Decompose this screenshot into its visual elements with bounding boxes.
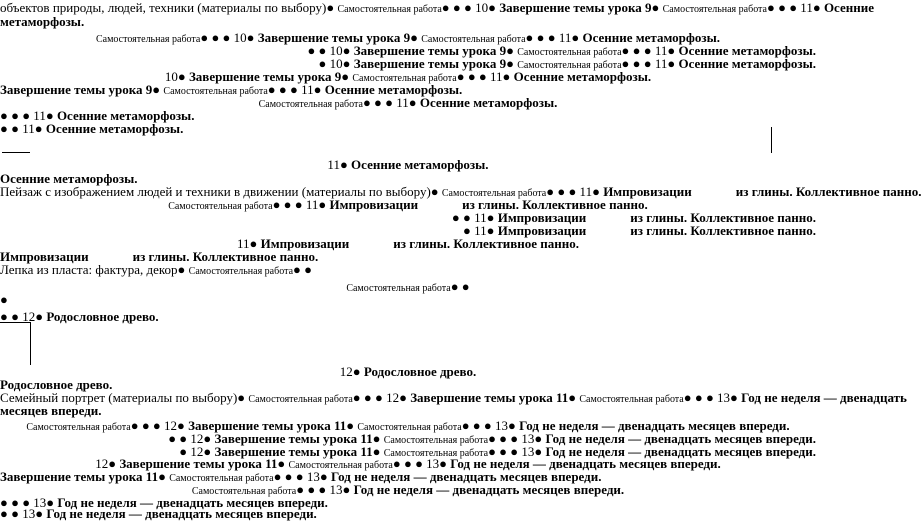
line-text: ● ●: [450, 279, 470, 294]
bold-text: Завершение темы урока 11●: [188, 418, 355, 433]
small-text: Самостоятельная работа: [517, 47, 622, 58]
bold-text: Осенние метаморфозы.: [582, 30, 720, 45]
line-text: ● ● ● 13●: [392, 456, 451, 471]
bold-text: Завершение темы урока 11●: [0, 469, 166, 484]
line-text: ● ● ● 11●: [525, 30, 583, 45]
table-frame: [0, 322, 31, 365]
line-text: ● ● 12●: [0, 309, 47, 324]
text-line: [0, 121, 816, 137]
line-text: ● ● ● 11●: [267, 82, 325, 97]
line-text: ● ● ● 13●: [683, 390, 742, 405]
bold-text: Родословное древо.: [46, 309, 159, 324]
text-line: [0, 292, 816, 308]
line-text: 12●: [339, 364, 364, 379]
bold-text: Осенние метаморфозы.: [678, 56, 816, 71]
line-text: ● ● ● 13●: [0, 495, 58, 510]
bold-text: Завершение темы урока 11●: [214, 444, 381, 459]
text-line: [0, 309, 816, 325]
line-text: объектов природы, людей, техники (материалы по выбору)●: [0, 0, 338, 15]
small-text: Самостоятельная работа: [337, 4, 442, 15]
small-text: Самостоятельная работа: [188, 266, 294, 277]
line-text: ● ● ● 13●: [461, 418, 520, 433]
line-text: ● ● ● 13●: [488, 431, 546, 446]
line-text: ● ● ● 12●: [130, 418, 189, 433]
text-line: [0, 403, 816, 419]
text-line: [0, 14, 816, 30]
bold-text: Родословное древо.: [363, 364, 477, 379]
bold-text: Осенние метаморфозы.: [678, 43, 816, 58]
line-text: ● ● 11●: [0, 121, 46, 136]
bold-text: Завершение темы урока 11●: [119, 456, 286, 471]
line-text: ● ● ● 12●: [352, 390, 411, 405]
bold-text: из глины. Коллективное панно.: [630, 223, 816, 238]
line-text: ● ● ● 11●: [272, 197, 330, 212]
bold-text: Родословное древо.: [0, 377, 113, 392]
line-text: ● ● 12●: [168, 431, 215, 446]
bold-text: Импровизации: [603, 184, 692, 199]
line-text: ● ● ● 13●: [296, 482, 354, 497]
bold-text: Завершение темы урока 9●: [353, 56, 514, 71]
line-text: ● 11●: [462, 223, 498, 238]
line-text: ● ● 13●: [0, 506, 47, 521]
small-text: Самостоятельная работа: [579, 394, 684, 405]
small-text: Самостоятельная работа: [517, 60, 622, 71]
bold-text: Осенние метаморфозы.: [45, 121, 184, 136]
line-text: ● ● ● 13●: [273, 469, 331, 484]
bold-text: Осенние: [823, 0, 874, 15]
small-text: Самостоятельная работа: [163, 86, 268, 97]
bold-text: из глины. Коллективное панно.: [393, 236, 579, 251]
small-text: Самостоятельная работа: [441, 188, 547, 199]
line-text: ● ● 10●: [307, 43, 354, 58]
bold-text: месяцев впереди.: [0, 403, 102, 418]
line-text: ● ● ● 11●: [621, 43, 679, 58]
bold-text: Осенние метаморфозы.: [324, 82, 463, 97]
small-text: Самостоятельная работа: [383, 435, 489, 446]
line-text: Семейный портрет (материалы по выбору)●: [0, 390, 249, 405]
small-text: Самостоятельная работа: [357, 422, 462, 433]
line-text: 12●: [95, 456, 120, 471]
bold-text: Импровизации: [329, 197, 419, 212]
bold-text: Осенние метаморфозы.: [0, 171, 138, 186]
bold-text: Год не неделя — двенадцать месяцев впереди.: [450, 456, 721, 471]
bold-text: Импровизации: [0, 249, 89, 264]
line-text: 11●: [327, 157, 352, 172]
line-text: ● ● ● 13●: [488, 444, 546, 459]
bold-text: Год не неделя — двенадцать месяцев впереди.: [330, 469, 602, 484]
bold-text: Год не неделя — двенадцать месяцев впереди.: [519, 418, 790, 433]
bold-text: из глины. Коллективное панно.: [735, 184, 921, 199]
small-text: Самостоятельная работа: [248, 394, 353, 405]
vertical-rule: [771, 127, 772, 153]
bold-text: Год не неделя — двенадцать месяцев впереди.: [353, 482, 625, 497]
small-text: Самостоятельная работа: [288, 460, 393, 471]
line-text: ● ● ● 11●: [621, 56, 679, 71]
line-text: ●: [0, 292, 8, 307]
small-text: Самостоятельная работа: [258, 99, 363, 110]
bold-text: Завершение темы урока 11●: [410, 390, 577, 405]
line-text: ● ● 11●: [451, 210, 498, 225]
small-text: Самостоятельная работа: [191, 486, 297, 497]
line-text: Пейзаж с изображением людей и техники в движении (материалы по выбору)●: [0, 184, 442, 199]
line-text: ● 10●: [318, 56, 354, 71]
line-text: 11●: [237, 236, 261, 251]
line-text: ● ● ● 11●: [0, 108, 57, 123]
bold-text: Осенние метаморфозы.: [419, 95, 558, 110]
bold-text: Осенние метаморфозы.: [513, 69, 652, 84]
line-text: ● ● ● 10●: [200, 30, 258, 45]
bold-text: Год не неделя — двенадцать месяцев впереди.: [46, 506, 317, 521]
bold-text: Осенние метаморфозы.: [351, 157, 489, 172]
line-text: ● ● ● 11●: [767, 0, 824, 15]
text-line: [0, 262, 816, 280]
bold-text: Год не неделя — двенадцать месяцев впереди.: [57, 495, 328, 510]
line-text: Лепка из пласта: фактура, декор●: [0, 262, 189, 277]
bold-text: Год не неделя — двенадцать месяцев впереди.: [545, 431, 816, 446]
bold-text: из глины. Коллективное панно.: [132, 249, 319, 264]
line-text: ● ● ● 11●: [456, 69, 514, 84]
bold-text: Год не неделя — двенадцать месяцев впереди.: [545, 444, 816, 459]
line-text: ● ● ● 11●: [362, 95, 420, 110]
line-text: 10●: [164, 69, 189, 84]
line-text: ● ● ● 11●: [546, 184, 604, 199]
small-text: Самостоятельная работа: [95, 34, 201, 45]
bold-text: Завершение темы урока 9●: [353, 43, 514, 58]
small-text: Самостоятельная работа: [421, 34, 526, 45]
bold-text: Завершение темы урока 9●: [0, 82, 161, 97]
bold-text: Импровизации: [497, 210, 587, 225]
line-text: ● ● ● 10●: [441, 0, 500, 15]
bold-text: Завершение темы урока 9●: [499, 0, 660, 15]
bold-text: Завершение темы урока 11●: [214, 431, 381, 446]
line-text: ● 12●: [179, 444, 215, 459]
bold-text: Осенние метаморфозы.: [56, 108, 195, 123]
small-text: Самостоятельная работа: [26, 422, 131, 433]
small-text: Самостоятельная работа: [169, 473, 274, 484]
small-text: Самостоятельная работа: [352, 73, 457, 84]
small-text: Самостоятельная работа: [383, 448, 489, 459]
short-rule: [2, 152, 30, 153]
line-text: ● ●: [293, 262, 312, 277]
text-line: [0, 506, 816, 522]
bold-text: метаморфозы.: [0, 14, 85, 29]
bold-text: Год не неделя — двенадцать: [741, 390, 907, 405]
small-text: Самостоятельная работа: [346, 283, 451, 294]
bold-text: Завершение темы урока 9●: [188, 69, 350, 84]
small-text: Самостоятельная работа: [662, 4, 767, 15]
bold-text: Импровизации: [260, 236, 350, 251]
small-text: Самостоятельная работа: [168, 201, 273, 212]
bold-text: Завершение темы урока 9●: [257, 30, 418, 45]
bold-text: Импровизации: [497, 223, 587, 238]
bold-text: из глины. Коллективное панно.: [630, 210, 816, 225]
bold-text: из глины. Коллективное панно.: [462, 197, 648, 212]
